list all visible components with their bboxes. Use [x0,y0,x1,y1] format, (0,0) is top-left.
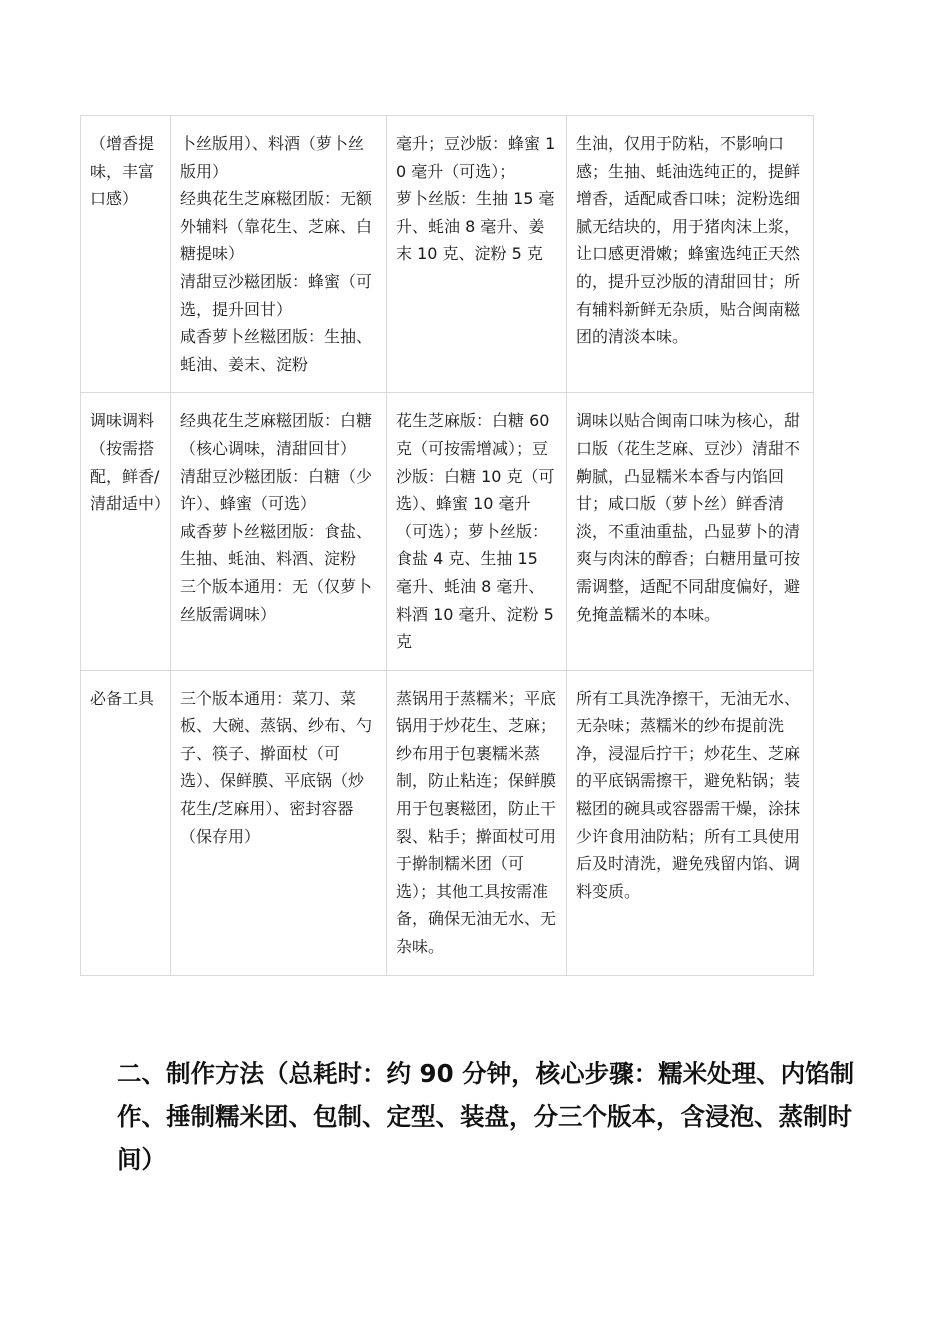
row-notes-cell: 所有工具洗净擦干，无油无水、无杂味；蒸糯米的纱布提前洗净，浸湿后拧干；炒花生、芝麻的平底锅需擦干，避免粘锅；装糍团的碗具或容器需干燥，涂抹少许食用油防粘；所有工具使用后及时清洗，避免残留内馅、调料变质。 [567,670,814,975]
row-category-cell: （增香提味，丰富口感） [81,116,171,393]
row-notes-cell: 生油，仅用于防粘，不影响口感；生抽、蚝油选纯正的，提鲜增香，适配咸香口味；淀粉选细腻无结块的，用于猪肉沫上浆，让口感更滑嫩；蜂蜜选纯正天然的，提升豆沙版的清甜回甘；所有辅料新鲜无杂质，贴合闽南糍团的清淡本味。 [567,116,814,393]
table-row [81,670,814,975]
row-notes-cell: 调味以贴合闽南口味为核心，甜口版（花生芝麻、豆沙）清甜不齁腻，凸显糯米本香与内馅回甘；咸口版（萝卜丝）鲜香清淡，不重油重盐，凸显萝卜的清爽与肉沫的醇香；白糖用量可按需调整，适配不同甜度偏好，避免掩盖糯米的本味。 [567,393,814,670]
row-items-cell: 卜丝版用）、料酒（萝卜丝版用） 经典花生芝麻糍团版：无额外辅料（靠花生、芝麻、白糖提味） 清甜豆沙糍团版：蜂蜜（可选，提升回甘） 咸香萝卜丝糍团版：生抽、蚝油、姜末、淀粉 [171,116,387,393]
table-row [81,393,814,670]
row-category-cell: 必备工具 [81,670,171,975]
row-items-cell: 三个版本通用：菜刀、菜板、大碗、蒸锅、纱布、勺子、筷子、擀面杖（可选）、保鲜膜、平底锅（炒花生/芝麻用）、密封容器（保存用） [171,670,387,975]
row-category-cell: 调味调料（按需搭配，鲜香/清甜适中） [81,393,171,670]
row-items-cell: 经典花生芝麻糍团版：白糖（核心调味，清甜回甘） 清甜豆沙糍团版：白糖（少许）、蜂蜜（可选） 咸香萝卜丝糍团版：食盐、生抽、蚝油、料酒、淀粉 三个版本通用：无（仅萝卜丝版需调味） [171,393,387,670]
section-heading: 二、制作方法（总耗时：约 90 分钟，核心步骤：糯米处理、内馅制作、捶制糯米团、包制、定型、装盘，分三个版本，含浸泡、蒸制时间） [117,1059,855,1174]
ingredients-table [80,115,814,976]
row-quantity-cell: 蒸锅用于蒸糯米；平底锅用于炒花生、芝麻；纱布用于包裹糯米蒸制，防止粘连；保鲜膜用于包裹糍团，防止干裂、粘手；擀面杖可用于擀制糯米团（可选）；其他工具按需准备，确保无油无水、无杂味。 [387,670,567,975]
row-quantity-cell: 花生芝麻版：白糖 60 克（可按需增减）；豆沙版：白糖 10 克（可选）、蜂蜜 10 毫升（可选）；萝卜丝版：食盐 4 克、生抽 15 毫升、蚝油 8 毫升、料酒 10 毫升、淀粉 5 克 [387,393,567,670]
table-row [81,116,814,393]
row-quantity-cell: 毫升；豆沙版：蜂蜜 10 毫升（可选）； 萝卜丝版：生抽 15 毫升、蚝油 8 毫升、姜末 10 克、淀粉 5 克 [387,116,567,393]
